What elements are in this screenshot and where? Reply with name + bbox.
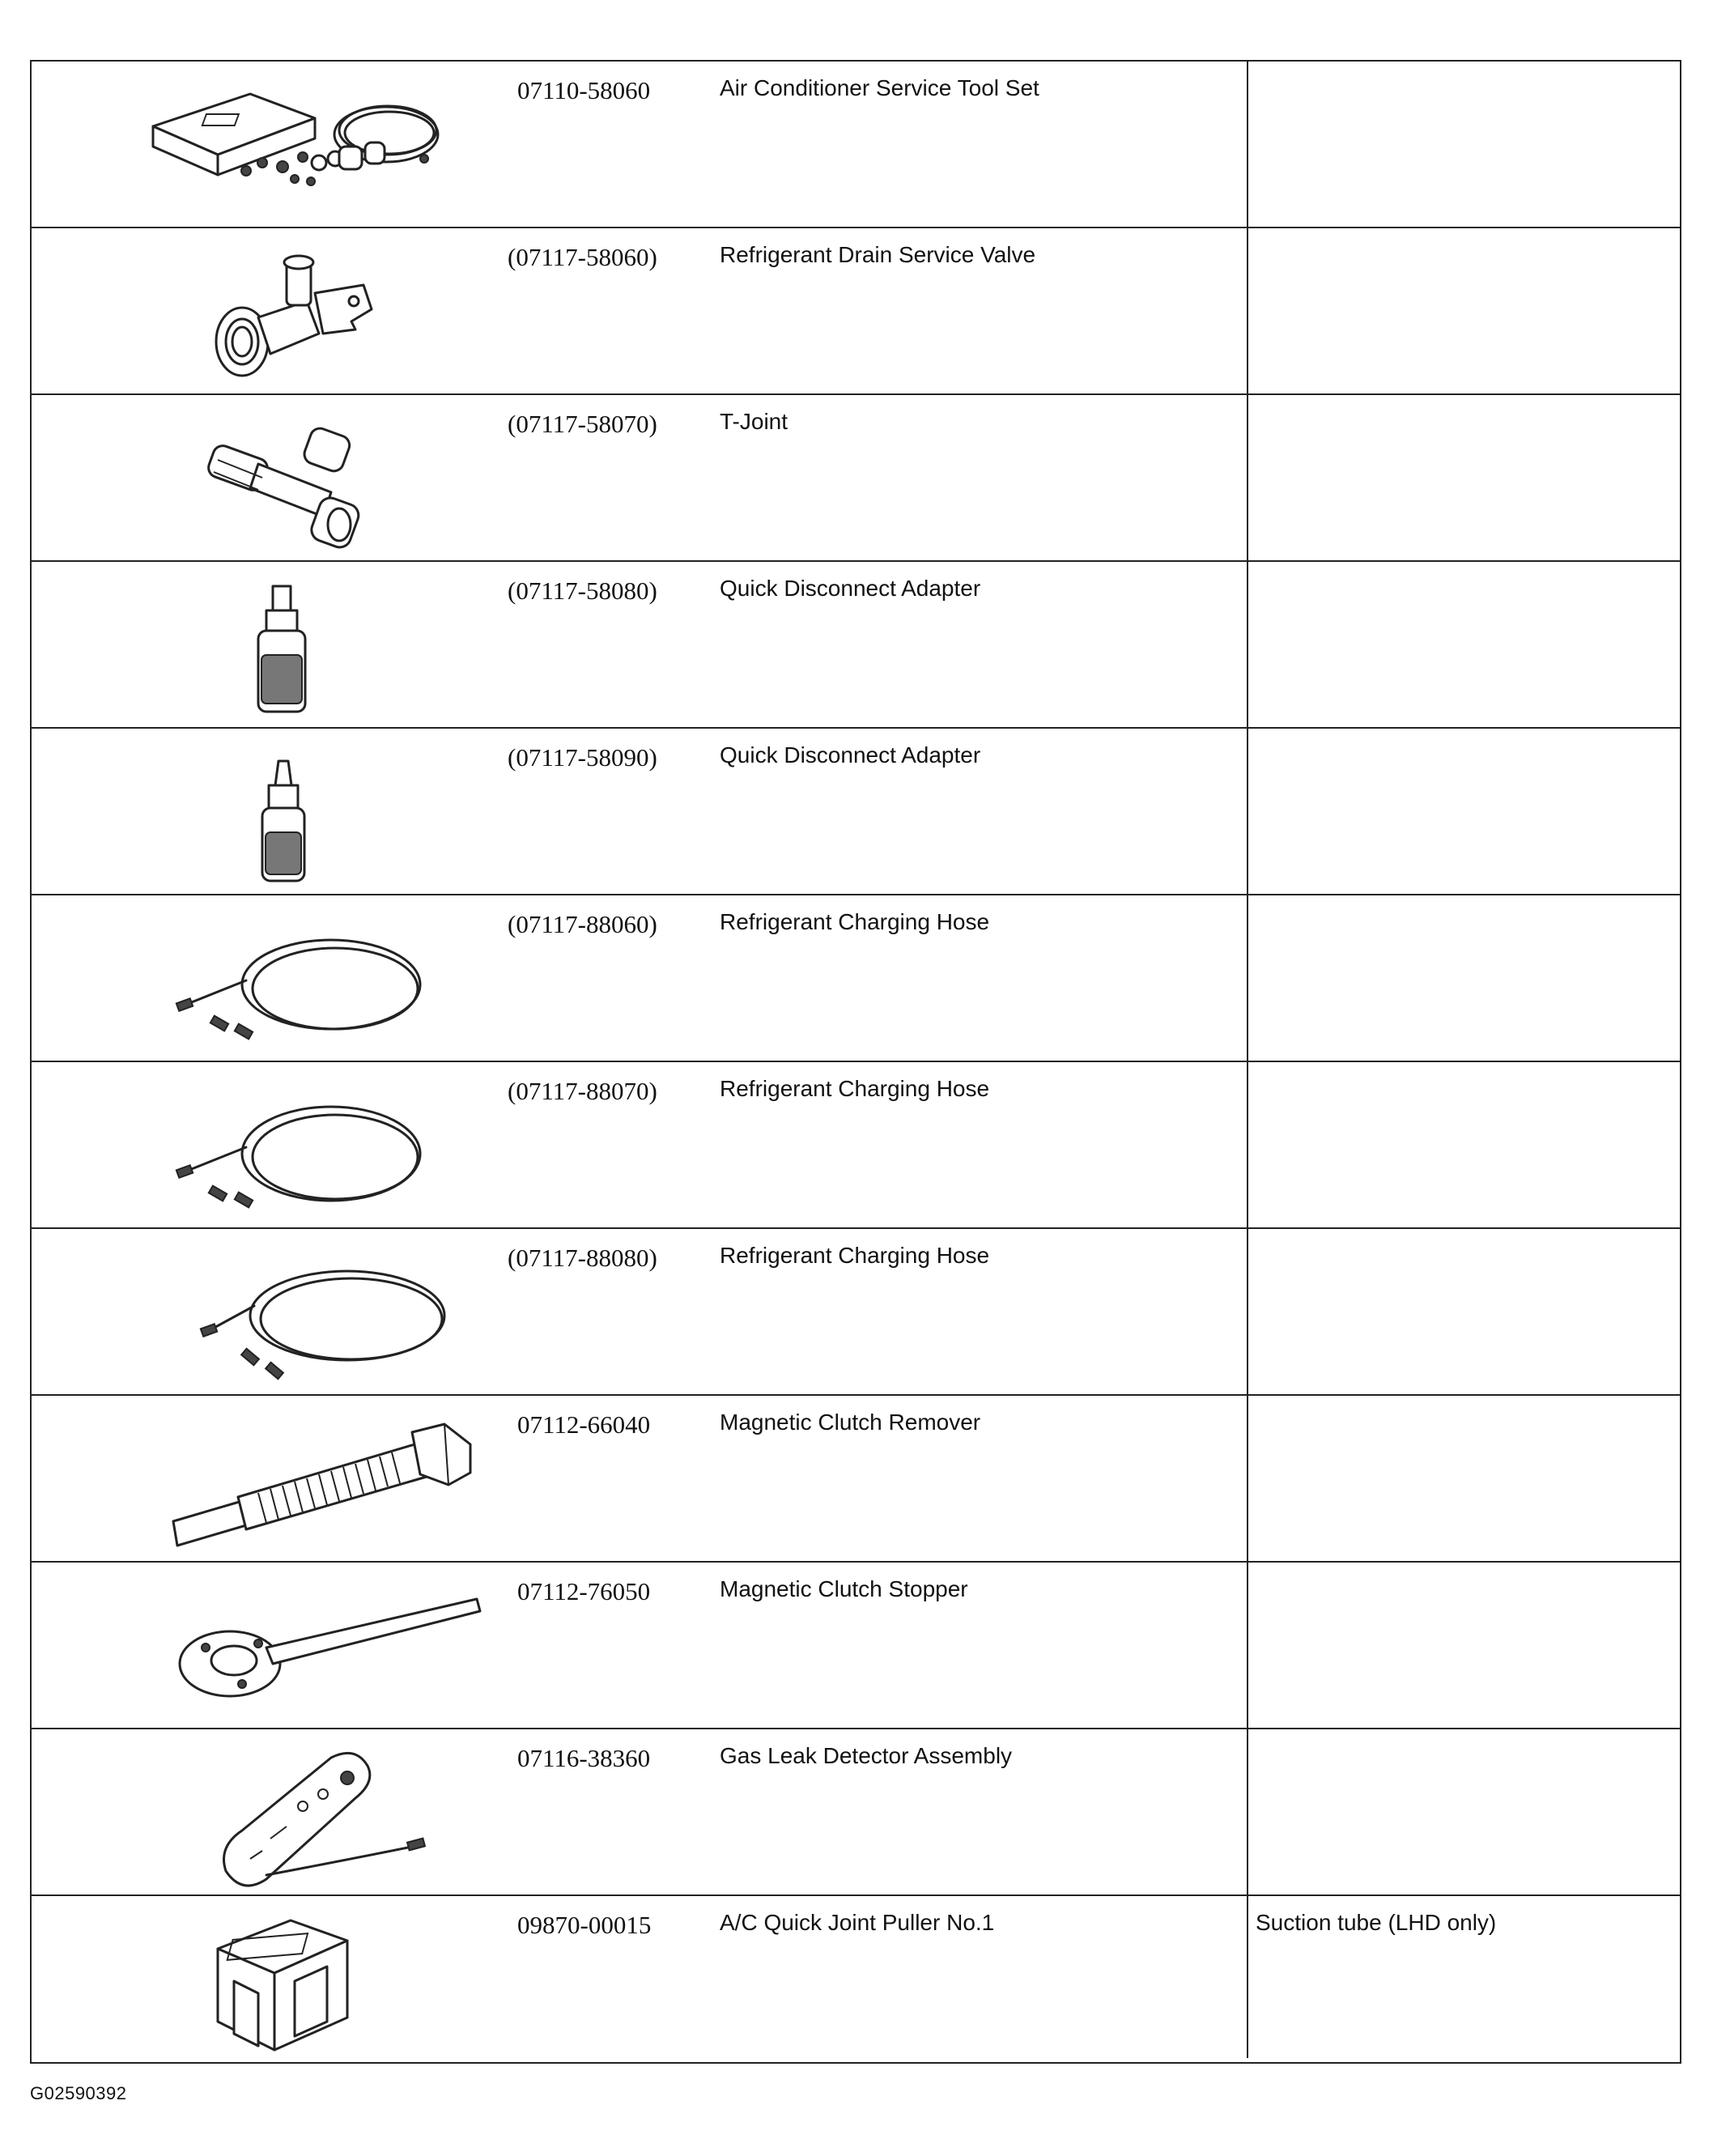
table-row [32, 1563, 1680, 1729]
charging-hose-icon [96, 904, 501, 1054]
table-row [32, 1062, 1680, 1229]
tool-name: Quick Disconnect Adapter [720, 576, 981, 601]
table-row [32, 62, 1680, 228]
charging-hose-icon [96, 1237, 501, 1388]
tool-name: Refrigerant Drain Service Valve [720, 242, 1036, 267]
part-number: 07116-38360 [517, 1744, 651, 1772]
t-joint-icon [96, 403, 501, 554]
tool-name: Gas Leak Detector Assembly [720, 1743, 1013, 1768]
part-number: 07112-76050 [517, 1577, 651, 1605]
part-number: (07117-58090) [508, 743, 657, 772]
table-row [32, 395, 1680, 562]
tool-name: Air Conditioner Service Tool Set [720, 75, 1039, 100]
column-divider [1247, 1062, 1248, 1227]
quick-joint-puller-icon [96, 1904, 501, 2055]
tool-name: Magnetic Clutch Remover [720, 1410, 981, 1435]
column-divider [1247, 1729, 1248, 1894]
column-divider [1247, 895, 1248, 1061]
service-tool-set-icon [96, 70, 501, 220]
column-divider [1247, 1563, 1248, 1728]
gas-leak-detector-icon [96, 1737, 501, 1888]
table-row [32, 1396, 1680, 1563]
quick-disconnect-adapter-icon [96, 570, 501, 721]
clutch-remover-icon [96, 1404, 501, 1554]
table-row [32, 1896, 1680, 2058]
part-number: 07110-58060 [517, 76, 651, 104]
part-number: 07112-66040 [517, 1410, 651, 1439]
charging-hose-icon [96, 1070, 501, 1221]
tool-name: Quick Disconnect Adapter [720, 742, 981, 768]
column-divider [1247, 1229, 1248, 1394]
column-divider [1247, 562, 1248, 727]
table-row [32, 895, 1680, 1062]
column-divider [1247, 395, 1248, 560]
special-tools-table [30, 60, 1681, 2064]
figure-id: G02590392 [30, 2083, 127, 2103]
clutch-stopper-icon [96, 1571, 501, 1721]
tool-note: Suction tube (LHD only) [1256, 1910, 1497, 1935]
table-row [32, 1229, 1680, 1396]
part-number: (07117-88070) [508, 1077, 657, 1105]
column-divider [1247, 1396, 1248, 1561]
column-divider [1247, 729, 1248, 894]
column-divider [1247, 1896, 1248, 2058]
table-row [32, 729, 1680, 895]
column-divider [1247, 228, 1248, 393]
column-divider [1247, 62, 1248, 227]
drain-service-valve-icon [96, 236, 501, 387]
table-row [32, 1729, 1680, 1896]
part-number: (07117-58070) [508, 410, 657, 438]
tool-name: Refrigerant Charging Hose [720, 909, 990, 934]
part-number: 09870-00015 [517, 1911, 652, 1939]
quick-disconnect-adapter-icon [96, 737, 501, 887]
tool-name: Refrigerant Charging Hose [720, 1243, 990, 1268]
tool-name: Magnetic Clutch Stopper [720, 1576, 968, 1601]
part-number: (07117-88080) [508, 1244, 657, 1272]
part-number: (07117-88060) [508, 910, 657, 938]
part-number: (07117-58060) [508, 243, 657, 271]
tool-name: T-Joint [720, 409, 788, 434]
tool-name: A/C Quick Joint Puller No.1 [720, 1910, 995, 1935]
table-row [32, 562, 1680, 729]
part-number: (07117-58080) [508, 576, 657, 605]
tool-name: Refrigerant Charging Hose [720, 1076, 990, 1101]
table-row [32, 228, 1680, 395]
